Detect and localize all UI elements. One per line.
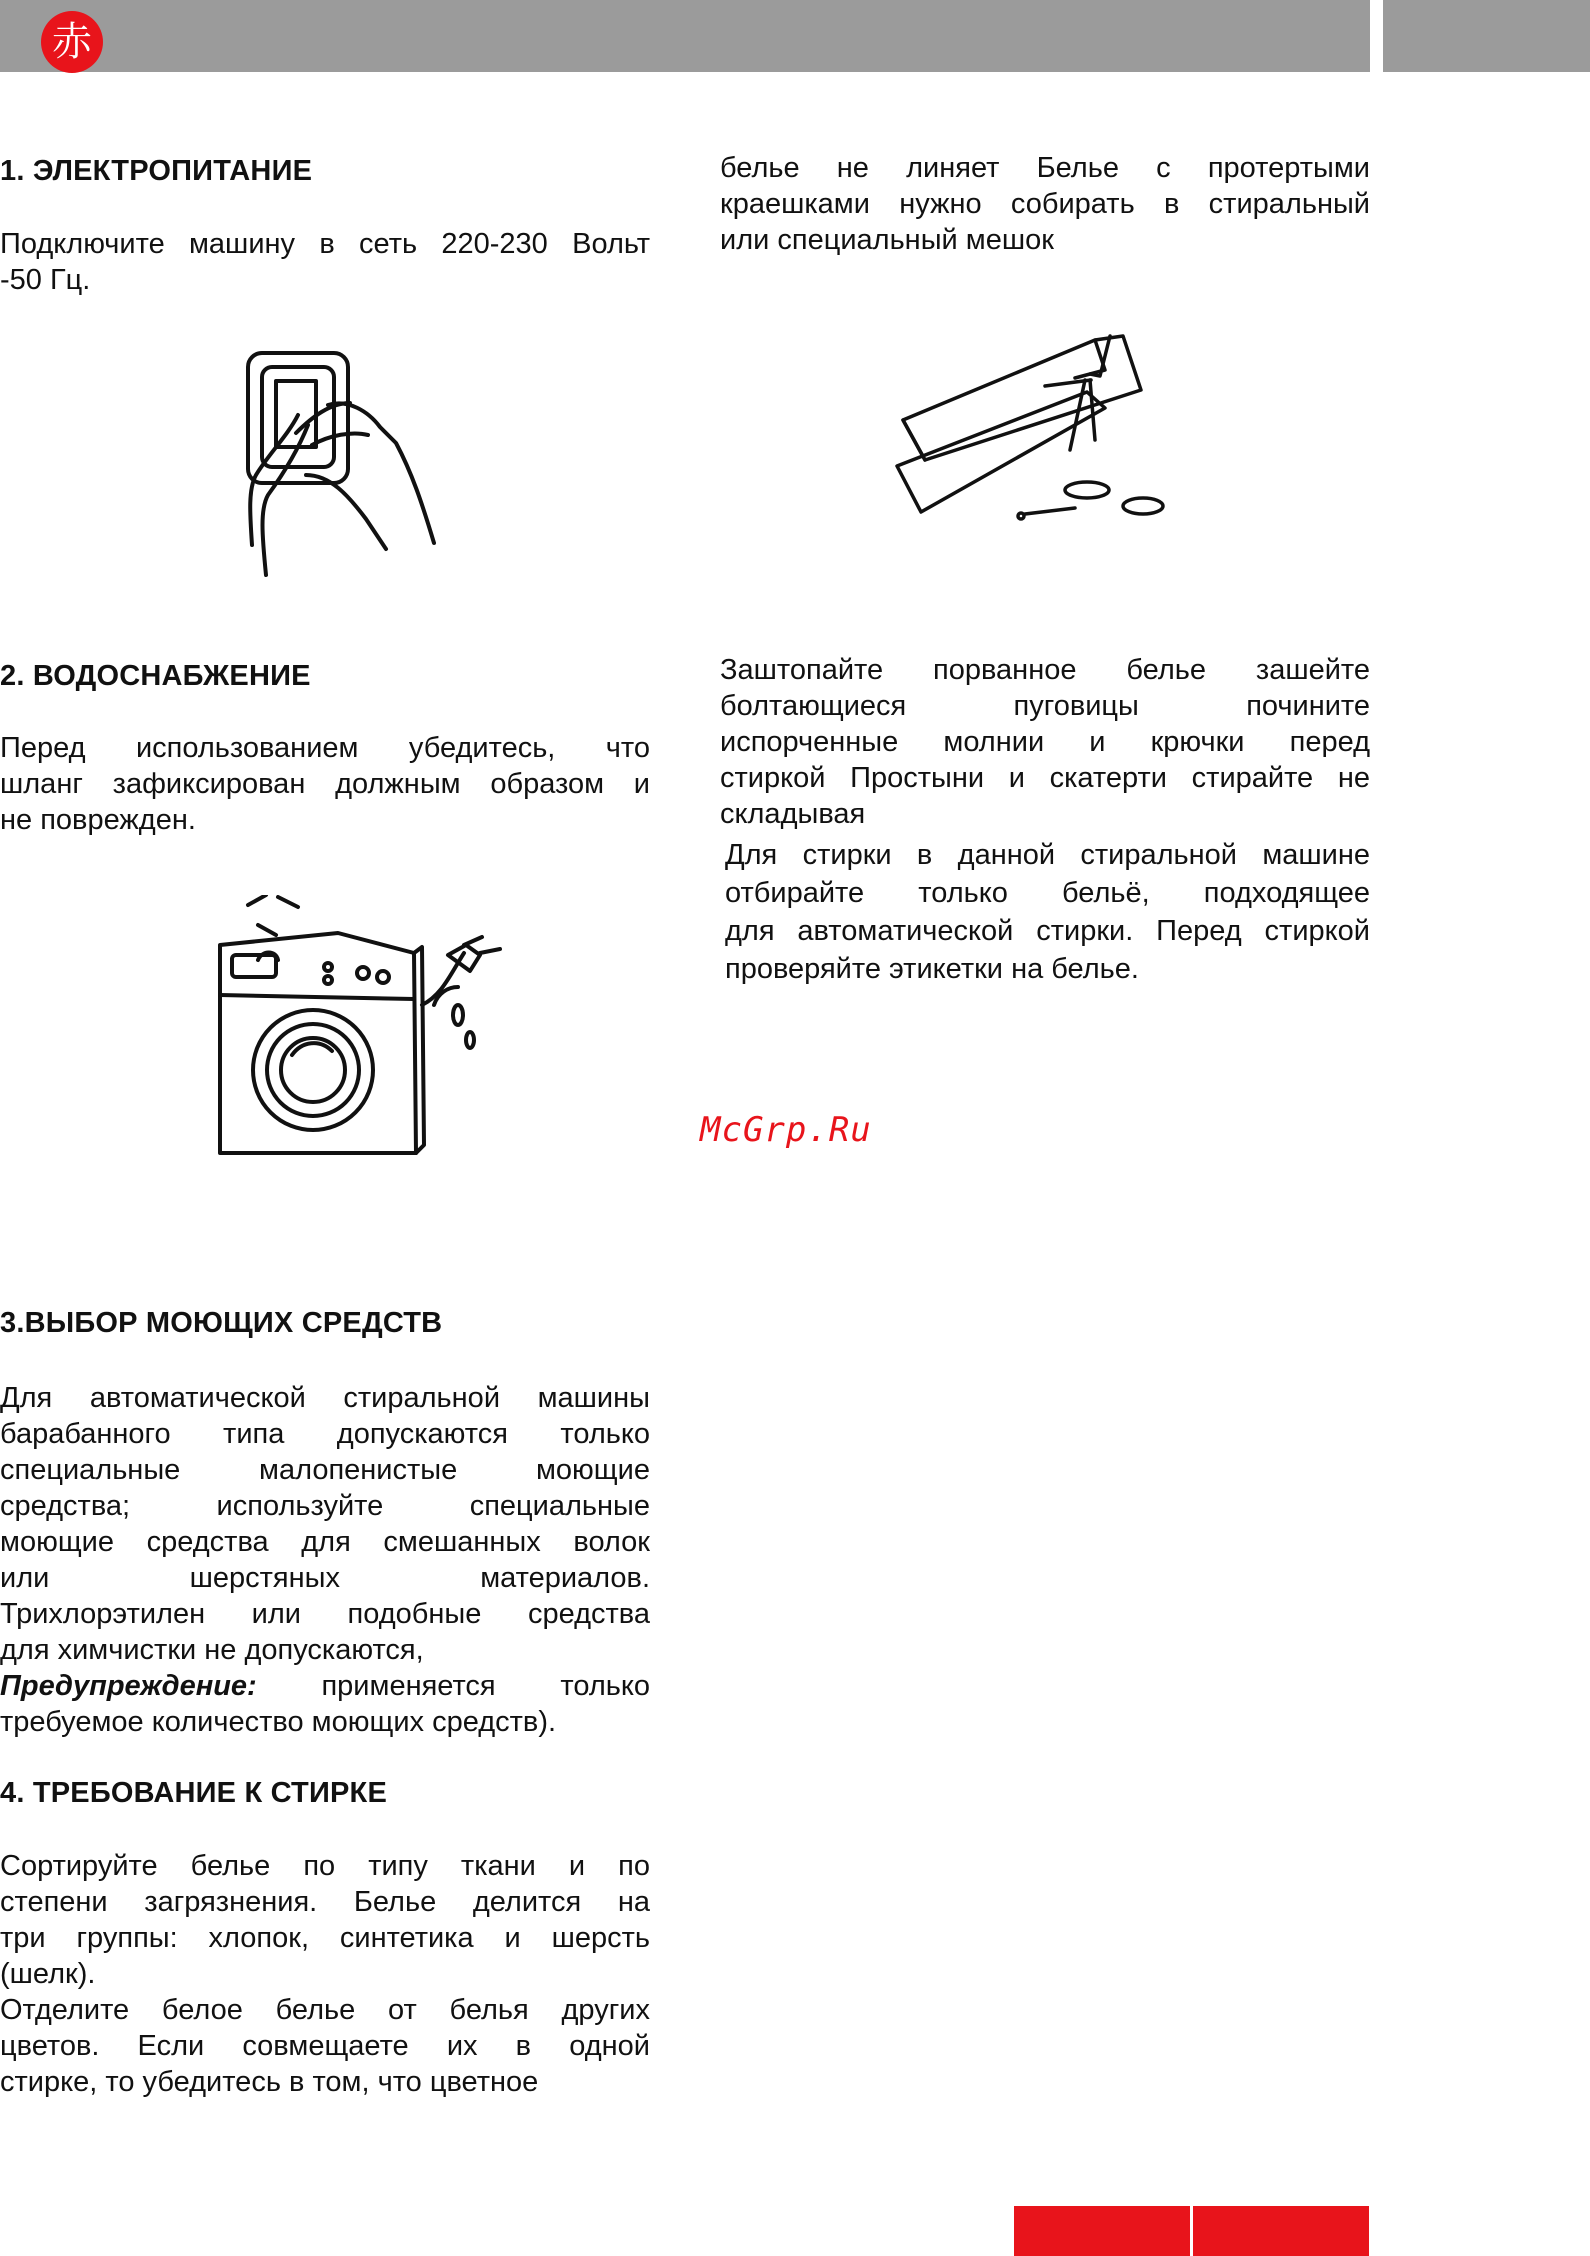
garment-pocket-illustration <box>895 330 1185 530</box>
text-line: Перед использованием убедитесь, что <box>0 732 650 764</box>
text-line: средства; используйте специальные <box>0 1490 650 1522</box>
warning-label: Предупреждение: <box>0 1670 257 1702</box>
text-line: степени загрязнения. Белье делится на <box>0 1886 650 1918</box>
text-line: Подключите машину в сеть 220-230 Вольт <box>0 228 650 260</box>
text-line: проверяйте этикетки на белье. <box>725 953 1139 985</box>
text-line: Для автоматической стиральной машины <box>0 1382 650 1414</box>
text-line: цветов. Если совмещаете их в одной <box>0 2030 650 2062</box>
washing-machine-illustration <box>208 895 508 1155</box>
text-line: Отделите белое белье от белья других <box>0 1994 650 2026</box>
text-line: или специальный мешок <box>720 224 1054 256</box>
section-2-title: 2. ВОДОСНАБЖЕНИЕ <box>0 660 311 692</box>
text-line: не поврежден. <box>0 804 196 836</box>
text-line: Трихлорэтилен или подобные средства <box>0 1598 650 1630</box>
text-line: стирке, то убедитесь в том, что цветное <box>0 2066 539 2098</box>
section-2-text <box>0 730 650 838</box>
text-line: белье не линяет Белье с протертыми <box>720 152 1370 184</box>
text-line: Заштопайте порванное белье зашейте <box>720 654 1370 686</box>
section-1-title: 1. ЭЛЕКТРОПИТАНИЕ <box>0 155 313 187</box>
text-line: краешками нужно собирать в стиральный <box>720 188 1370 220</box>
text-line: для автоматической стирки. Перед стиркой <box>725 915 1370 947</box>
right-paragraph-3 <box>725 836 1370 988</box>
plug-socket-illustration <box>238 345 438 590</box>
section-4-text <box>0 1848 650 2100</box>
brand-logo-icon: 赤 <box>41 11 103 73</box>
section-3-text <box>0 1380 650 1740</box>
text-line: барабанного типа допускаются только <box>0 1418 650 1450</box>
section-1-text <box>0 226 650 298</box>
section-3-title: 3.ВЫБОР МОЮЩИХ СРЕДСТВ <box>0 1307 443 1339</box>
warning-text: применяется только <box>256 1670 650 1702</box>
text-line: стиркой Простыни и скатерти стирайте не <box>720 762 1370 794</box>
section-4-title: 4. ТРЕБОВАНИЕ К СТИРКЕ <box>0 1777 387 1809</box>
text-line: три группы: хлопок, синтетика и шерсть <box>0 1922 650 1954</box>
text-line: или шерстяных материалов. <box>0 1562 650 1594</box>
text-line: складывая <box>720 798 866 830</box>
text-line: требуемое количество моющих средств). <box>0 1706 557 1738</box>
header-bar <box>0 0 1370 72</box>
warning-line <box>0 1668 650 1704</box>
header-bar-right <box>1383 0 1590 72</box>
text-line: для химчистки не допускаются, <box>0 1634 424 1666</box>
right-paragraph-1 <box>720 150 1370 258</box>
text-line: (шелк). <box>0 1958 96 1990</box>
right-paragraph-2 <box>720 652 1370 832</box>
text-line: -50 Гц. <box>0 264 91 296</box>
footer-red-block-right <box>1193 2206 1369 2256</box>
text-line: моющие средства для смешанных волок <box>0 1526 650 1558</box>
text-line: шланг зафиксирован должным образом и <box>0 768 650 800</box>
footer-red-block-left <box>1014 2206 1190 2256</box>
text-line: испорченные молнии и крючки перед <box>720 726 1370 758</box>
text-line: специальные малопенистые моющие <box>0 1454 650 1486</box>
text-line: болтающиеся пуговицы почините <box>720 690 1370 722</box>
text-line: отбирайте только бельё, подходящее <box>725 877 1370 909</box>
text-line: Для стирки в данной стиральной машине <box>725 839 1370 871</box>
watermark: McGrp.Ru <box>700 1110 872 1150</box>
text-line: Сортируйте белье по типу ткани и по <box>0 1850 650 1882</box>
